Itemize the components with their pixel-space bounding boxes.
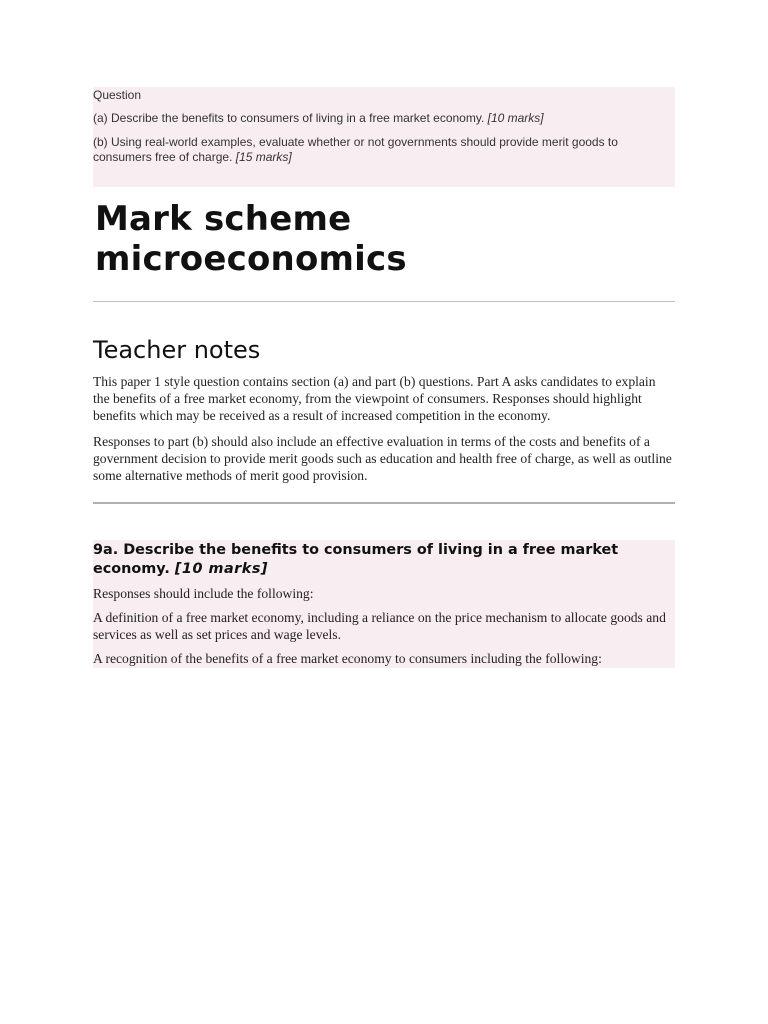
teacher-notes-paragraph-2: Responses to part (b) should also include an effective evaluation in terms of the costs and benefits of a government decision to provide merit goods such as education and health free of charge, as well as outline some alternative methods of merit good provision. [93,434,672,483]
answer-9a-marks: [10 marks] [174,561,268,577]
answer-9a-number: 9a [93,542,113,558]
teacher-notes-paragraph-1: This paper 1 style question contains section (a) and part (b) questions. Part A asks candidates to explain the benefits of a free market economy, from the viewpoint of consumers. Responses should highlight benefits which may be received as a result of increased competition in the economy. [93,374,656,423]
question-label: Question [93,88,142,102]
question-part-a-text: (a) Describe the benefits to consumers of living in a free market economy. [93,111,488,125]
question-part-b [93,135,675,165]
answer-9a-heading-text: . Describe the benefits to consumers of living in a free market economy [93,542,619,577]
teacher-notes-heading: Teacher notes [93,336,261,364]
answer-9a-heading-end: . [164,561,175,577]
title-divider [93,301,675,302]
question-part-b-marks: [15 marks] [235,150,292,164]
question-part-b-text: (b) Using real-world examples, evaluate whether or not governments should provide merit goods to consumers free of charge. [93,135,618,164]
document-page [93,87,675,668]
question-part-a [93,111,675,126]
page-title: Mark scheme microeconomics [95,199,407,279]
question-part-a-marks: [10 marks] [487,111,544,125]
answer-9a-paragraph-2: A definition of a free market economy, including a reliance on the price mechanism to allocate goods and services as well as set prices and wage levels. [93,610,666,642]
answer-9a-box [93,540,675,668]
section-divider [93,502,675,504]
answer-9a-paragraph-1: Responses should include the following: [93,586,314,601]
answer-9a-heading [93,540,675,579]
answer-9a-paragraph-3: A recognition of the benefits of a free market economy to consumers including the following: [93,651,602,666]
question-box [93,87,675,187]
